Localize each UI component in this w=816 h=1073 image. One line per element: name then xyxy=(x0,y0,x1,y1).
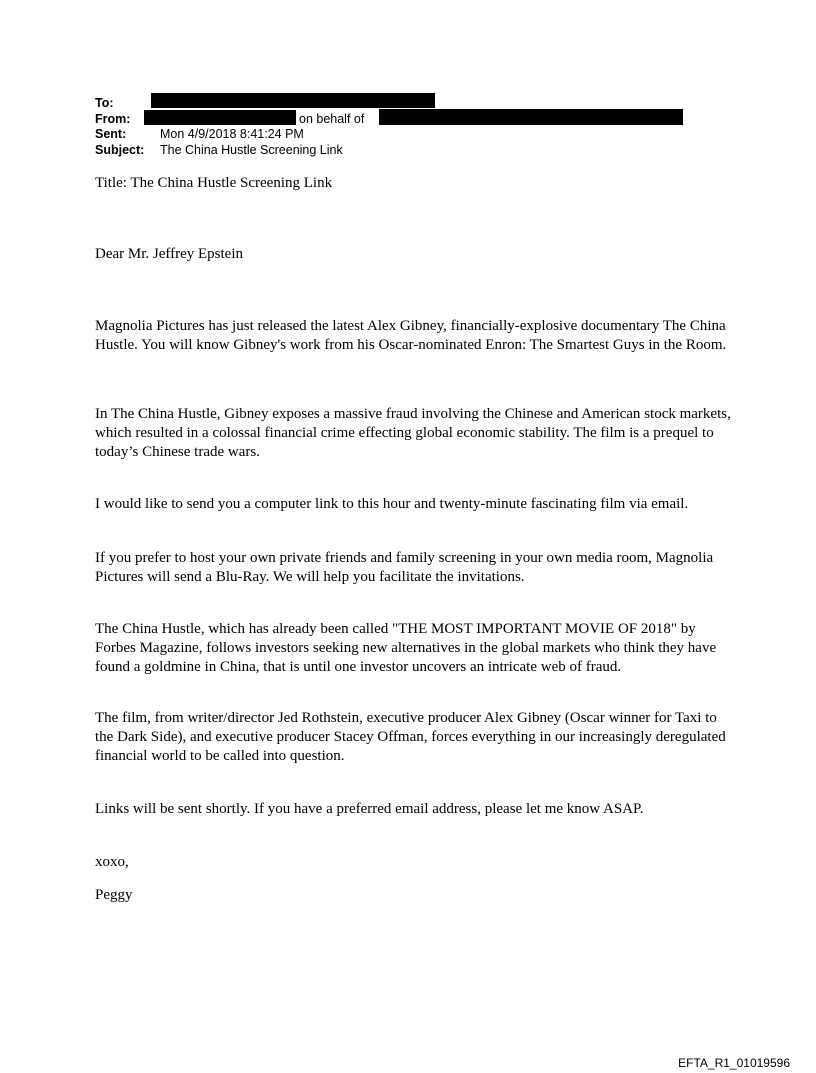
signature: Peggy xyxy=(95,887,133,903)
sent-row xyxy=(95,127,735,143)
email-header xyxy=(95,96,735,158)
document-id: EFTA_R1_01019596 xyxy=(678,1056,790,1070)
from-sender-redaction xyxy=(144,110,296,125)
from-label: From: xyxy=(95,111,131,126)
from-row xyxy=(95,112,735,128)
from-on-behalf-text: on behalf of xyxy=(299,111,365,126)
subject-label: Subject: xyxy=(95,142,145,157)
paragraph-intro: Magnolia Pictures has just released the latest Alex Gibney, financially-explosive documentary The China Hustle. You will know Gibney's work from his Oscar-nominated Enron: The Smartest Guys in the Room. xyxy=(95,318,727,353)
sent-label: Sent: xyxy=(95,127,127,141)
title-line: Title: The China Hustle Screening Link xyxy=(95,175,333,191)
salutation: Dear Mr. Jeffrey Epstein xyxy=(95,246,244,262)
paragraph-fraud: In The China Hustle, Gibney exposes a massive fraud involving the Chinese and American stock markets, which resulted in a colossal financial crime effecting global economic stability. The film is a prequel to today’s Chinese trade wars. xyxy=(95,406,731,460)
paragraph-links: Links will be sent shortly. If you have a preferred email address, please let me know ASAP. xyxy=(95,801,644,817)
subject-row xyxy=(95,143,735,159)
from-principal-redaction xyxy=(379,109,683,125)
paragraph-link-offer: I would like to send you a computer link to this hour and twenty-minute fascinating film via email. xyxy=(95,496,689,512)
subject-value: The China Hustle Screening Link xyxy=(160,142,343,157)
paragraph-forbes: The China Hustle, which has already been called "THE MOST IMPORTANT MOVIE OF 2018" by Forbes Magazine, follows investors seeking new alternatives in the global markets who think they have found a goldmine in China, that is until one investor uncovers an intricate web of fraud. xyxy=(95,621,717,675)
closing: xoxo, xyxy=(95,854,129,870)
to-label: To: xyxy=(95,96,114,110)
paragraph-screening: If you prefer to host your own private friends and family screening in your own media room, Magnolia Pictures will send a Blu-Ray. We will help you facilitate the invitations. xyxy=(95,550,714,585)
paragraph-credits: The film, from writer/director Jed Rothstein, executive producer Alex Gibney (Oscar winner for Taxi to the Dark Side), and executive producer Stacey Offman, forces everything in our increasingly deregulated financial world to be called into question. xyxy=(95,710,726,764)
to-redaction xyxy=(151,93,435,108)
sent-value: Mon 4/9/2018 8:41:24 PM xyxy=(160,127,304,141)
